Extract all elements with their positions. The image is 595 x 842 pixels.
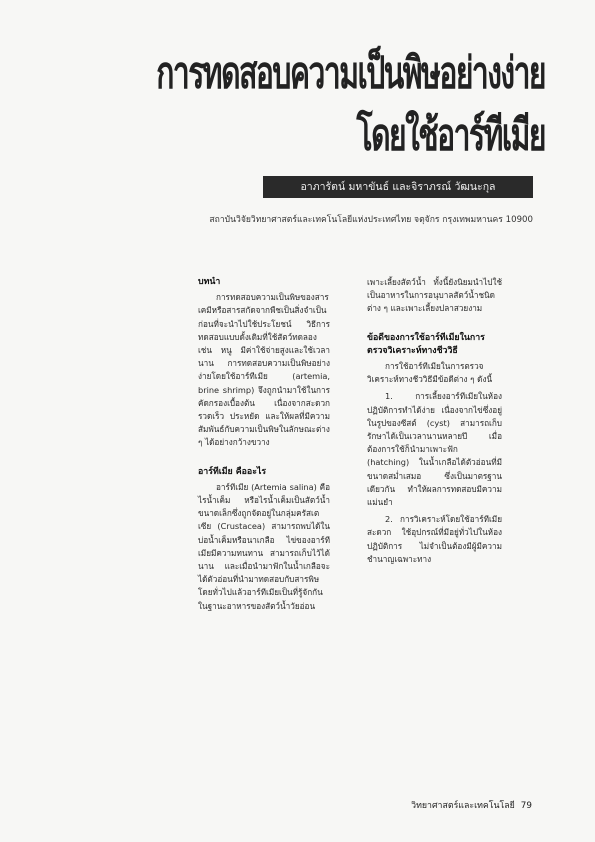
article-title-line-2: โดยใช้อาร์ทีเมีย <box>356 110 545 161</box>
page-footer <box>372 798 532 812</box>
artemia-paragraph: อาร์ทีเมีย (Artemia salina) คือไรน้ำเค็ม หรือไรน้ำเค็มเป็นสัตว์น้ำขนาดเล็กซึ่งถูกจัดอยู่ในกลุ่มครัสเตเซีย (Crustacea) สามารถพบได้ในบ่อน้ำเค็มหรือนาเกลือ ไข่ของอาร์ทีเมียมีความทนทาน สามารถเก็บไว้ได้นาน และเมื่อนำมาฟักในน้ำเกลือจะได้ตัวอ่อนที่นำมาทดสอบกับสารพิษ โดยทั่วไปแล้วอาร์ทีเมียเป็นที่รู้จักกันในฐานะอาหารของสัตว์น้ำวัยอ่อน <box>198 481 330 611</box>
text-column-left <box>198 276 330 617</box>
artemia-heading: อาร์ทีเมีย คืออะไร <box>198 466 267 477</box>
affiliation-line: สถาบันวิจัยวิทยาศาสตร์และเทคโนโลยีแห่งประเทศไทย จตุจักร กรุงเทพมหานคร 10900 <box>209 215 533 225</box>
advantage-item-2: 2. การวิเคราะห์โดยใช้อาร์ทีเมียสะดวก ใช้อุปกรณ์ที่มีอยู่ทั่วไปในห้องปฏิบัติการ ไม่จำเป็นต้องมีผู้มีความชำนาญเฉพาะทาง <box>367 514 502 564</box>
journal-name: วิทยาศาสตร์และเทคโนโลยี <box>411 801 515 811</box>
advantage-item-1: 1. การเลี้ยงอาร์ทีเมียในห้องปฏิบัติการทำได้ง่าย เนื่องจากไข่ซึ่งอยู่ในรูปของซีสต์ (cyst) สามารถเก็บรักษาได้เป็นเวลานานหลายปี เมื่อต้องการใช้ก็นำมาเพาะฟัก (hatching) ในน้ำเกลือได้ตัวอ่อนที่มีขนาดสม่ำเสมอ ซึ่งเป็นมาตรฐานเดียวกัน ทำให้ผลการทดสอบมีความแม่นยำ <box>367 391 502 508</box>
author-bar: อาภารัตน์ มหาขันธ์ และจิราภรณ์ วัฒนะกุล <box>263 176 533 198</box>
page-number: 79 <box>520 801 532 811</box>
text-column-right <box>367 276 502 570</box>
advantages-intro: การใช้อาร์ทีเมียในการตรวจวิเคราะห์ทางชีววิธีมีข้อดีต่าง ๆ ดังนี้ <box>367 361 493 385</box>
intro-heading: บทนำ <box>198 277 221 287</box>
continuation-paragraph: เพาะเลี้ยงสัตว์น้ำ ทั้งนี้ยังนิยมนำไปใช้เป็นอาหารในการอนุบาลสัตว์น้ำชนิดต่าง ๆ และเพาะเลี้ยงปลาสวยงาม <box>367 277 502 314</box>
intro-paragraph: การทดสอบความเป็นพิษของสารเคมีหรือสารสกัดจากพืชเป็นสิ่งจำเป็น ก่อนที่จะนำไปใช้ประโยชน์ วิธีการทดสอบแบบดั้งเดิมที่ใช้สัตว์ทดลอง เช่น หนู มีค่าใช้จ่ายสูงและใช้เวลานาน การทดสอบความเป็นพิษอย่างง่ายโดยใช้อาร์ทีเมีย (artemia, brine shrimp) จึงถูกนำมาใช้ในการคัดกรองเบื้องต้น เนื่องจากสะดวก รวดเร็ว ประหยัด และให้ผลที่มีความสัมพันธ์กับความเป็นพิษในลักษณะต่าง ๆ ได้อย่างกว้างขวาง <box>198 292 330 448</box>
advantages-heading: ข้อดีของการใช้อาร์ทีเมียในการตรวจวิเคราะห์ทางชีววิธี <box>367 332 485 356</box>
article-title-line-1: การทดสอบความเป็นพิษอย่างง่าย <box>156 48 545 99</box>
